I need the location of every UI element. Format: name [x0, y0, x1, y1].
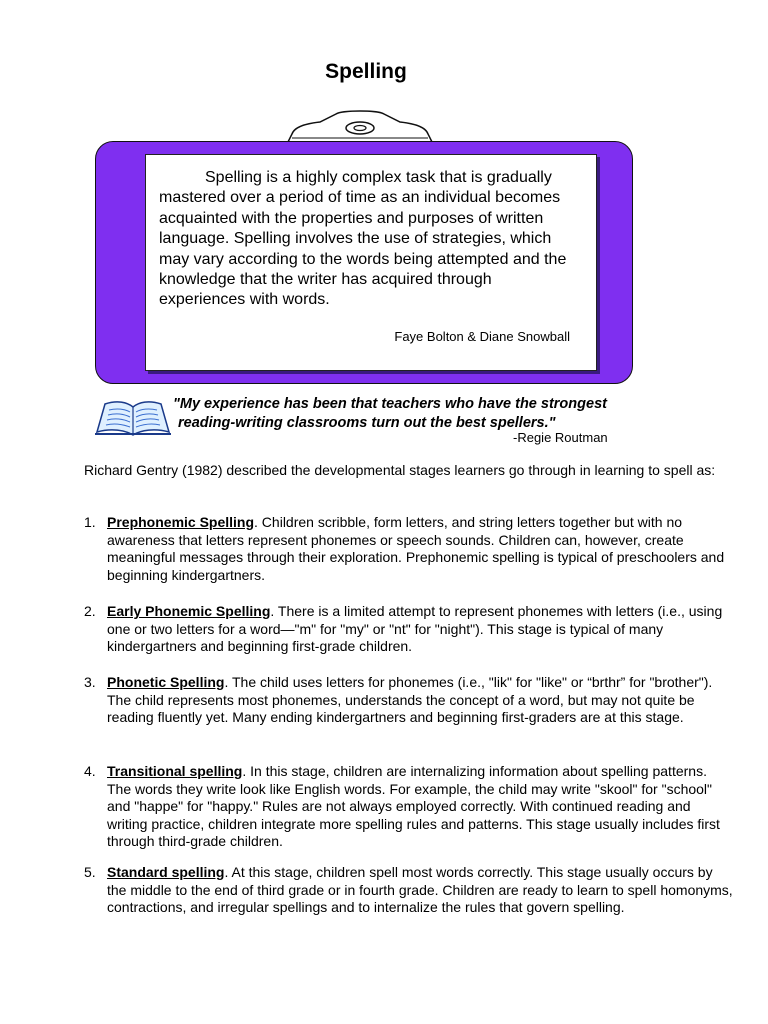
pull-quote-attribution: -Regie Routman	[513, 430, 608, 445]
stage-description: In this stage, children are internalizing information about spelling patterns. The words they write look like English words. For example, the child may write "skool" for "school" and "happe" for "happy." Rules are not always employed correctly. With continued reading and writing practice, children integrate more spelling rules and patterns. This stage usually includes first through third-grade children.	[107, 763, 720, 850]
stage-term: Transitional spelling	[107, 763, 243, 779]
stage-term-punct: .	[270, 603, 275, 619]
stage-description: There is a limited attempt to represent phonemes with letters (i.e., using one or two letters for a word—"m" for "my" or "nt" for "night"). This stage is typical of many kindergartners and beginning first-grade children.	[107, 603, 723, 655]
stage-number: 3.	[84, 674, 96, 690]
page-title: Spelling	[325, 60, 407, 83]
stage-term: Phonetic Spelling	[107, 674, 225, 690]
stage-description: At this stage, children spell most words correctly. This stage usually occurs by the middle to the end of third grade or in fourth grade. Children are ready to learn to spell homonyms, contractions, and irregular spellings and to internalize the rules that govern spelling.	[107, 864, 733, 916]
stage-description: The child uses letters for phonemes (i.e., "lik" for "like" or “brthr” for "brother"). The child represents most phonemes, understands the concept of a word, but may not quite be reading fluently yet. Many ending kindergartners and beginning first-graders are at this stage.	[107, 674, 713, 726]
stage-term-punct: .	[242, 763, 247, 779]
stage-number: 1.	[84, 514, 96, 530]
stage-item	[84, 514, 734, 584]
pull-quote-line-1: "My experience has been that teachers who have the strongest	[173, 396, 607, 412]
stage-term-punct: .	[224, 674, 229, 690]
open-book-icon	[95, 398, 171, 438]
stage-term-punct: .	[254, 514, 258, 530]
clipboard-paragraph-text: Spelling is a highly complex task that is gradually mastered over a period of time as an individual becomes acquainted with the properties and purposes of written language. Spelling involves the use of strategies, which may vary according to the words being attempted and the knowledge that the writer has acquired through experiences with words.	[159, 169, 567, 309]
clipboard-paragraph	[159, 168, 579, 311]
clipboard-paper	[145, 154, 597, 371]
stage-term: Early Phonemic Spelling	[107, 603, 271, 619]
stage-item	[84, 603, 734, 656]
stage-item	[84, 674, 734, 727]
pull-quote	[173, 395, 643, 432]
stage-number: 4.	[84, 763, 96, 779]
pull-quote-line-2: reading-writing classrooms turn out the best spellers."	[178, 414, 556, 431]
stage-number: 2.	[84, 603, 96, 619]
stage-description: Children scribble, form letters, and string letters together but with no awareness that letters represent phonemes or speech sounds. Children can, however, create meaningful messages through their exploration. Prephonemic spelling is typical of preschoolers and beginning kindergartners.	[107, 514, 725, 583]
stage-term-punct: .	[224, 864, 229, 880]
clipboard-attribution: Faye Bolton & Diane Snowball	[394, 329, 570, 344]
intro-paragraph: Richard Gentry (1982) described the developmental stages learners go through in learning to spell as:	[84, 462, 716, 478]
stage-term: Standard spelling	[107, 864, 225, 880]
stage-item	[84, 763, 734, 851]
stage-item	[84, 864, 734, 917]
stage-number: 5.	[84, 864, 96, 880]
stage-term: Prephonemic Spelling	[107, 514, 255, 530]
